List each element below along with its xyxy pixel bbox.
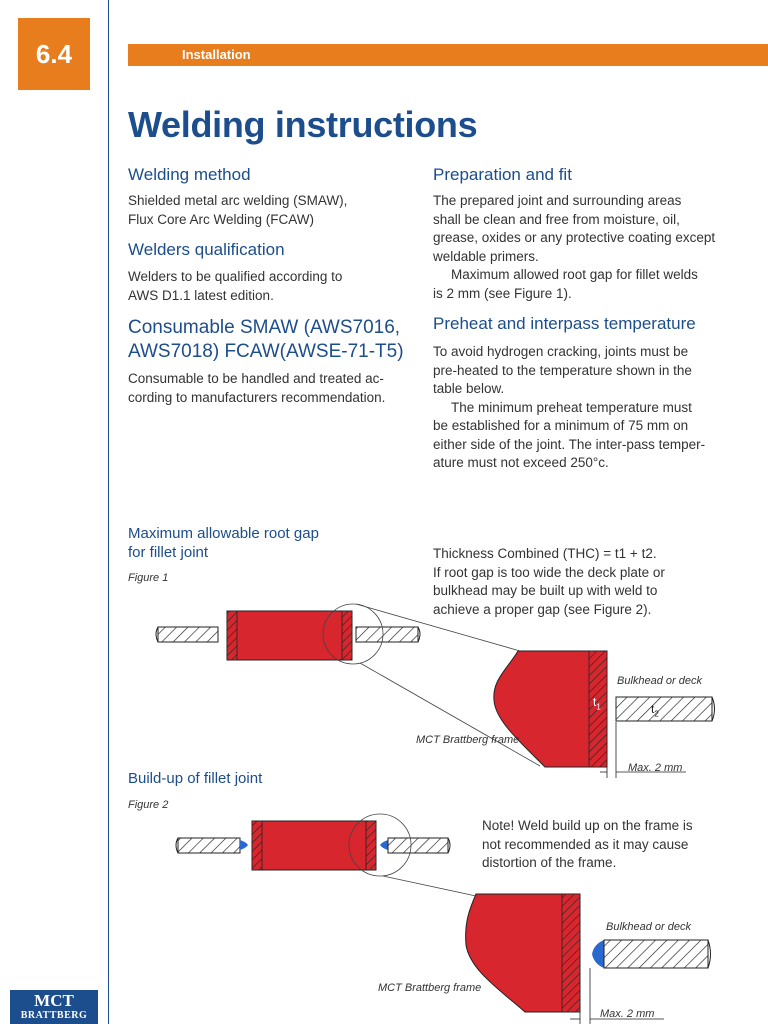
right-plate-2	[388, 838, 448, 853]
welders-qualification-text: Welders to be qualified according to AWS D1.1 latest edition.	[128, 269, 343, 303]
figure2-caption: Build-up of fillet joint	[128, 770, 263, 787]
preheat-text: To avoid hydrogen cracking, joints must be pre-heated to the temperature shown in the table below. The minimum preheat temperature must be established for a minimum of 75 mm on either side of the joint. The inter-pass temper- ature must not exceed 250°c.	[433, 344, 706, 470]
figure2-bulkhead-label: Bulkhead or deck	[606, 921, 691, 933]
mct-brattberg-logo: MCT BRATTBERG	[10, 990, 98, 1024]
figure1-note: Thickness Combined (THC) = t1 + t2. If root gap is too wide the deck plate or bulkhead may be built up with weld to achieve a proper gap (see Figure 2).	[433, 546, 665, 617]
section-number-badge: 6.4	[18, 18, 90, 90]
figure1-frame-label: MCT Brattberg frame	[416, 734, 520, 746]
figure1-gap-label: Max. 2 mm	[628, 762, 683, 774]
left-plate-2	[178, 838, 240, 853]
figure1-bulkhead-label: Bulkhead or deck	[617, 675, 702, 687]
t1-label: $t_1$	[593, 695, 601, 712]
preparation-text: The prepared joint and surrounding areas shall be clean and free from moisture, oil, grease, oxides or any protective coating except weldable primers. Maximum allowed root gap for fillet welds is 2 mm (see Figure 1).	[433, 193, 716, 301]
preheat-heading: Preheat and interpass temperature	[433, 314, 696, 333]
figure1-caption: Maximum allowable root gap for fillet joint	[128, 525, 319, 561]
bulkhead-plate	[616, 697, 712, 721]
figure2-note: Note! Weld build up on the frame is not recommended as it may cause distortion of the frame.	[482, 818, 693, 870]
left-plate	[158, 627, 218, 642]
t2-label: $t_2$	[651, 702, 659, 719]
preparation-heading: Preparation and fit	[433, 165, 572, 184]
figure2-gap-label: Max. 2 mm	[600, 1008, 655, 1020]
right-plate	[356, 627, 418, 642]
figure2-label: Figure 2	[128, 799, 169, 811]
bulkhead-plate-2	[604, 940, 708, 968]
welding-method-text: Shielded metal arc welding (SMAW), Flux Core Arc Welding (FCAW)	[128, 193, 348, 227]
figure2-frame-label: MCT Brattberg frame	[378, 982, 482, 994]
section-label-bar: Installation	[128, 44, 768, 66]
frame-block	[227, 611, 352, 660]
weld-buildup	[592, 940, 604, 968]
figure1-label: Figure 1	[128, 572, 169, 584]
welders-qualification-heading: Welders qualification	[128, 240, 285, 259]
weld-bead-right	[380, 840, 388, 850]
consumable-heading: Consumable SMAW (AWS7016, AWS7018) FCAW(AWSE-71-T5)	[128, 317, 404, 362]
welding-method-heading: Welding method	[128, 165, 251, 184]
page-title: Welding instructions	[128, 104, 478, 145]
frame-block-2	[252, 821, 376, 870]
figure1-drawing	[156, 604, 715, 778]
weld-bead-left	[240, 840, 248, 850]
consumable-text: Consumable to be handled and treated ac- cording to manufacturers recommendation.	[128, 371, 386, 405]
